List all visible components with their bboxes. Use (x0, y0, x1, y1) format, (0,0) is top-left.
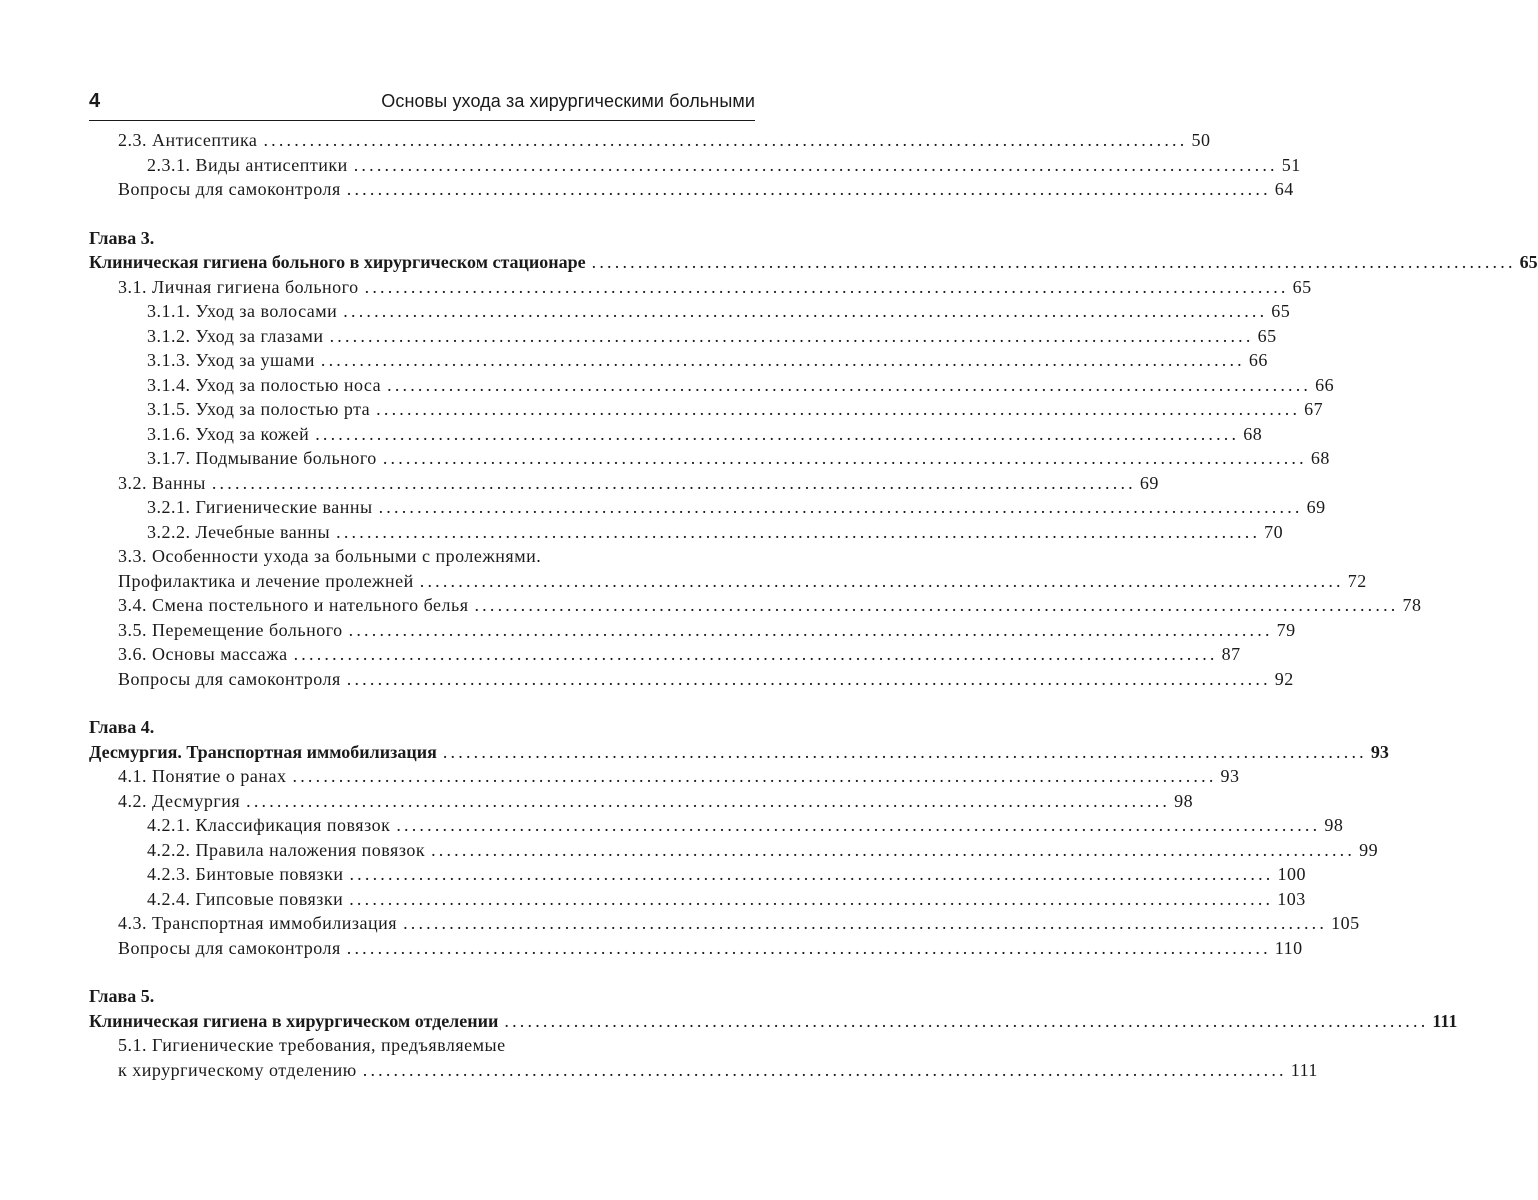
toc-entry-4-2-4[interactable]: 4.2.4. Гипсовые повязки ........................................................................................................................ 103 (147, 888, 1306, 909)
toc-entry-3-3-line1[interactable]: 3.3. Особенности ухода за больными с пролежнями. (118, 546, 542, 566)
toc-entry-4-2-3[interactable]: 4.2.3. Бинтовые повязки ........................................................................................................................ 100 (147, 864, 1306, 884)
toc-entry-ch3-questions[interactable]: Вопросы для самоконтроля ........................................................................................................................ 92 (118, 668, 1294, 689)
chapter-5-label: Глава 5. (89, 986, 155, 1006)
toc-entry-3-1-3[interactable]: 3.1.3. Уход за ушами ........................................................................................................................ 66 (147, 350, 1268, 370)
toc-entry-4-2-2[interactable]: 4.2.2. Правила наложения повязок ........................................................................................................................ 99 (147, 839, 1379, 860)
toc-entry-3-3-line2[interactable]: Профилактика и лечение пролежней ........................................................................................................................ 72 (118, 570, 1367, 591)
chapter-3-label: Глава 3. (89, 227, 155, 248)
toc-entry-3-1-1[interactable]: 3.1.1. Уход за волосами ........................................................................................................................ 65 (147, 301, 1291, 321)
toc-entry-4-1[interactable]: 4.1. Понятие о ранах ........................................................................................................................ 93 (118, 766, 1240, 786)
toc-entry-3-1-4[interactable]: 3.1.4. Уход за полостью носа ........................................................................................................................ 66 (147, 374, 1335, 395)
toc-entry-4-2-1[interactable]: 4.2.1. Классификация повязок ........................................................................................................................ 98 (147, 815, 1344, 835)
toc-entry-2-3-1[interactable]: 2.3.1. Виды антисептики ........................................................................................................................ 51 (147, 154, 1301, 175)
toc-entry-2-3[interactable]: 2.3. Антисептика ........................................................................................................................ 50 (118, 130, 1211, 150)
toc-entry-3-2-1[interactable]: 3.2.1. Гигиенические ванны ........................................................................................................................ 69 (147, 497, 1326, 517)
page-number: 4 (89, 90, 101, 112)
toc-entry-chapter-4[interactable]: Десмургия. Транспортная иммобилизация ........................................................................................................................ 93 (89, 741, 1389, 762)
toc-entry-3-1-2[interactable]: 3.1.2. Уход за глазами ........................................................................................................................ 65 (147, 325, 1277, 346)
toc-entry-4-2[interactable]: 4.2. Десмургия ........................................................................................................................ 98 (118, 790, 1194, 811)
toc-entry-3-6[interactable]: 3.6. Основы массажа ........................................................................................................................ 87 (118, 644, 1241, 664)
toc-entry-4-3[interactable]: 4.3. Транспортная иммобилизация ........................................................................................................................ 105 (118, 913, 1360, 933)
toc-entry-ch2-questions[interactable]: Вопросы для самоконтроля ........................................................................................................................ 64 (118, 179, 1294, 199)
toc-entry-5-1-line2[interactable]: к хирургическому отделению ........................................................................................................................ 111 (118, 1059, 1318, 1080)
running-title: Основы ухода за хирургическими больными (381, 91, 755, 111)
toc-entry-3-2[interactable]: 3.2. Ванны ........................................................................................................................ 69 (118, 472, 1159, 493)
toc-entry-3-1-5[interactable]: 3.1.5. Уход за полостью рта ........................................................................................................................ 67 (147, 399, 1324, 419)
toc-entry-3-5[interactable]: 3.5. Перемещение больного ........................................................................................................................ 79 (118, 619, 1296, 640)
chapter-4-label: Глава 4. (89, 717, 155, 737)
toc-entry-3-1-6[interactable]: 3.1.6. Уход за кожей ........................................................................................................................ 68 (147, 423, 1263, 444)
toc-entry-chapter-3[interactable]: Клиническая гигиена больного в хирургическом стационаре ........................................................................................................................ 65 (89, 252, 1538, 272)
toc-entry-3-1[interactable]: 3.1. Личная гигиена больного ........................................................................................................................ 65 (118, 276, 1312, 297)
toc-entry-5-1-line1[interactable]: 5.1. Гигиенические требования, предъявляемые (118, 1035, 506, 1055)
table-of-contents (89, 128, 1538, 1082)
toc-entry-chapter-5[interactable]: Клиническая гигиена в хирургическом отделении ........................................................................................................................ 111 (89, 1010, 1458, 1031)
running-header (89, 86, 755, 121)
toc-entry-3-2-2[interactable]: 3.2.2. Лечебные ванны ........................................................................................................................ 70 (147, 521, 1284, 542)
toc-entry-3-4[interactable]: 3.4. Смена постельного и нательного белья ........................................................................................................................ 78 (118, 595, 1422, 615)
toc-entry-ch4-questions[interactable]: Вопросы для самоконтроля ........................................................................................................................ 110 (118, 937, 1303, 958)
toc-entry-3-1-7[interactable]: 3.1.7. Подмывание больного ........................................................................................................................ 68 (147, 448, 1330, 468)
